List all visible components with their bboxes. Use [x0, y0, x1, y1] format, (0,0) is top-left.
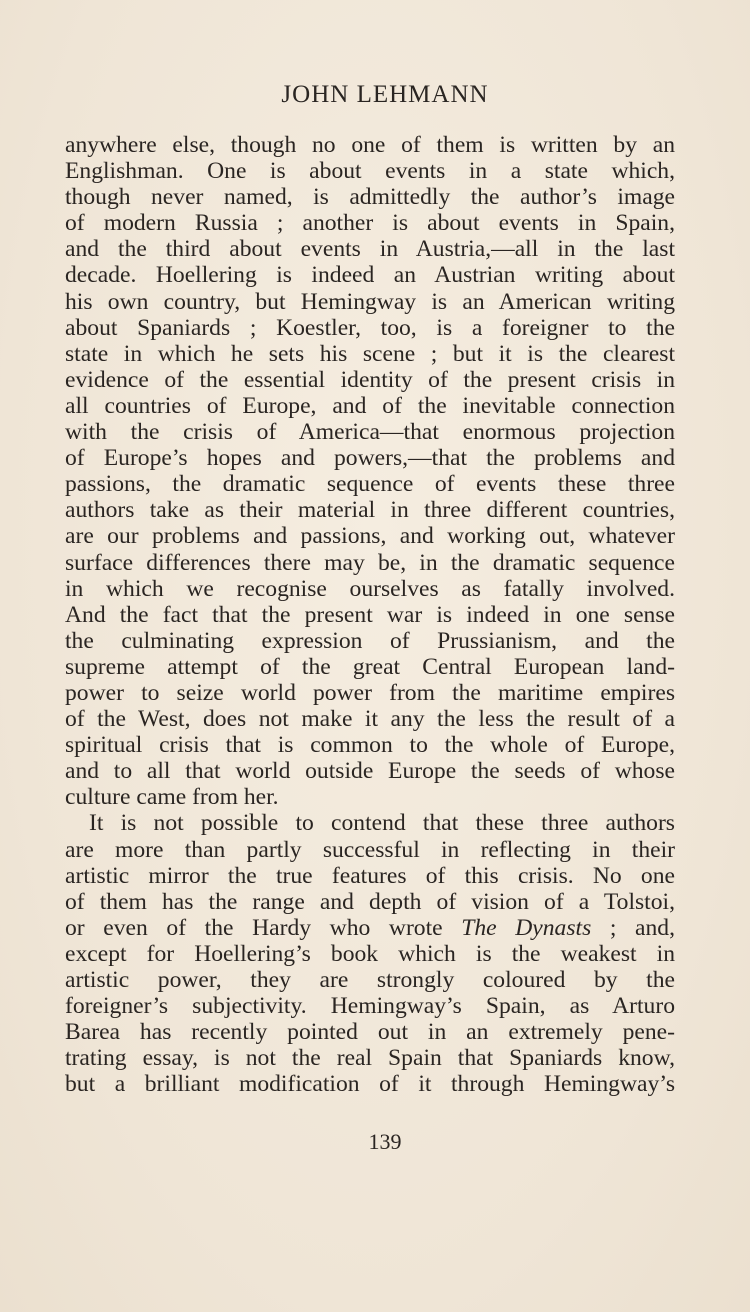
- text-line: spiritual crisis that is common to the whole of Europe,: [65, 732, 675, 759]
- book-page: [65, 78, 675, 1097]
- text-line: evidence of the essential identity of the present crisis in: [65, 366, 675, 393]
- text-line: all countries of Europe, and of the inevitable connection: [65, 392, 675, 419]
- text-line: passions, the dramatic sequence of events these three: [65, 471, 675, 498]
- text-line: foreigner’s subjectivity. Hemingway’s Spain, as Arturo: [65, 993, 675, 1020]
- text-line: with the crisis of America—that enormous projection: [65, 419, 675, 446]
- paragraph-2: [65, 810, 675, 1097]
- text-line: anywhere else, though no one of them is written by an: [65, 132, 675, 158]
- paragraph-1: [65, 132, 675, 810]
- text-line: supreme attempt of the great Central European land-: [65, 653, 675, 680]
- text-line: Englishman. One is about events in a state which,: [65, 158, 675, 185]
- running-head: JOHN LEHMANN: [281, 81, 489, 108]
- text-line: in which we recognise ourselves as fatally involved.: [65, 575, 675, 602]
- text-line: the culminating expression of Prussianism, and the: [65, 627, 675, 654]
- text-line: about Spaniards ; Koestler, too, is a foreigner to the: [65, 314, 675, 341]
- text-line: artistic mirror the true features of this crisis. No one: [65, 862, 675, 889]
- text-line: his own country, but Hemingway is an American writing: [65, 288, 675, 315]
- text-fragment: ; and,: [591, 914, 675, 941]
- text-line: except for Hoellering’s book which is the weakest in: [65, 940, 675, 967]
- text-line: culture came from her.: [65, 784, 279, 811]
- text-line: are our problems and passions, and working out, whatever: [65, 523, 675, 550]
- text-line: It is not possible to contend that these three authors: [89, 810, 675, 837]
- text-line: And the fact that the present war is indeed in one sense: [65, 601, 675, 628]
- text-line: state in which he sets his scene ; but it is the clearest: [65, 340, 675, 367]
- text-line: of modern Russia ; another is about events in Spain,: [65, 210, 675, 237]
- text-line: of the West, does not make it any the less the result of a: [65, 706, 675, 733]
- text-line: of Europe’s hopes and powers,—that the problems and: [65, 445, 675, 472]
- text-line-with-title: [65, 915, 675, 941]
- text-line: surface differences there may be, in the dramatic sequence: [65, 549, 675, 576]
- text-line: decade. Hoellering is indeed an Austrian writing about: [65, 262, 675, 289]
- text-line: but a brilliant modification of it through Hemingway’s: [65, 1071, 675, 1098]
- text-line: and to all that world outside Europe the seeds of whose: [65, 758, 675, 785]
- text-line: trating essay, is not the real Spain that Spaniards know,: [65, 1045, 675, 1072]
- page-number: 139: [368, 1129, 402, 1154]
- text-line: authors take as their material in three different countries,: [65, 497, 675, 524]
- text-line: power to seize world power from the maritime empires: [65, 679, 675, 706]
- book-title: The Dynasts: [461, 914, 592, 941]
- text-line: artistic power, they are strongly coloured by the: [65, 967, 675, 993]
- text-line: though never named, is admittedly the author’s image: [65, 184, 675, 211]
- text-line: and the third about events in Austria,—all in the last: [65, 236, 675, 263]
- text-line: Barea has recently pointed out in an extremely pene-: [65, 1019, 675, 1046]
- text-line: are more than partly successful in reflecting in their: [65, 836, 675, 863]
- text-line: of them has the range and depth of vision of a Tolstoi,: [65, 888, 675, 915]
- text-fragment: or even of the Hardy who wrote: [65, 914, 462, 941]
- body-text: [65, 132, 675, 1097]
